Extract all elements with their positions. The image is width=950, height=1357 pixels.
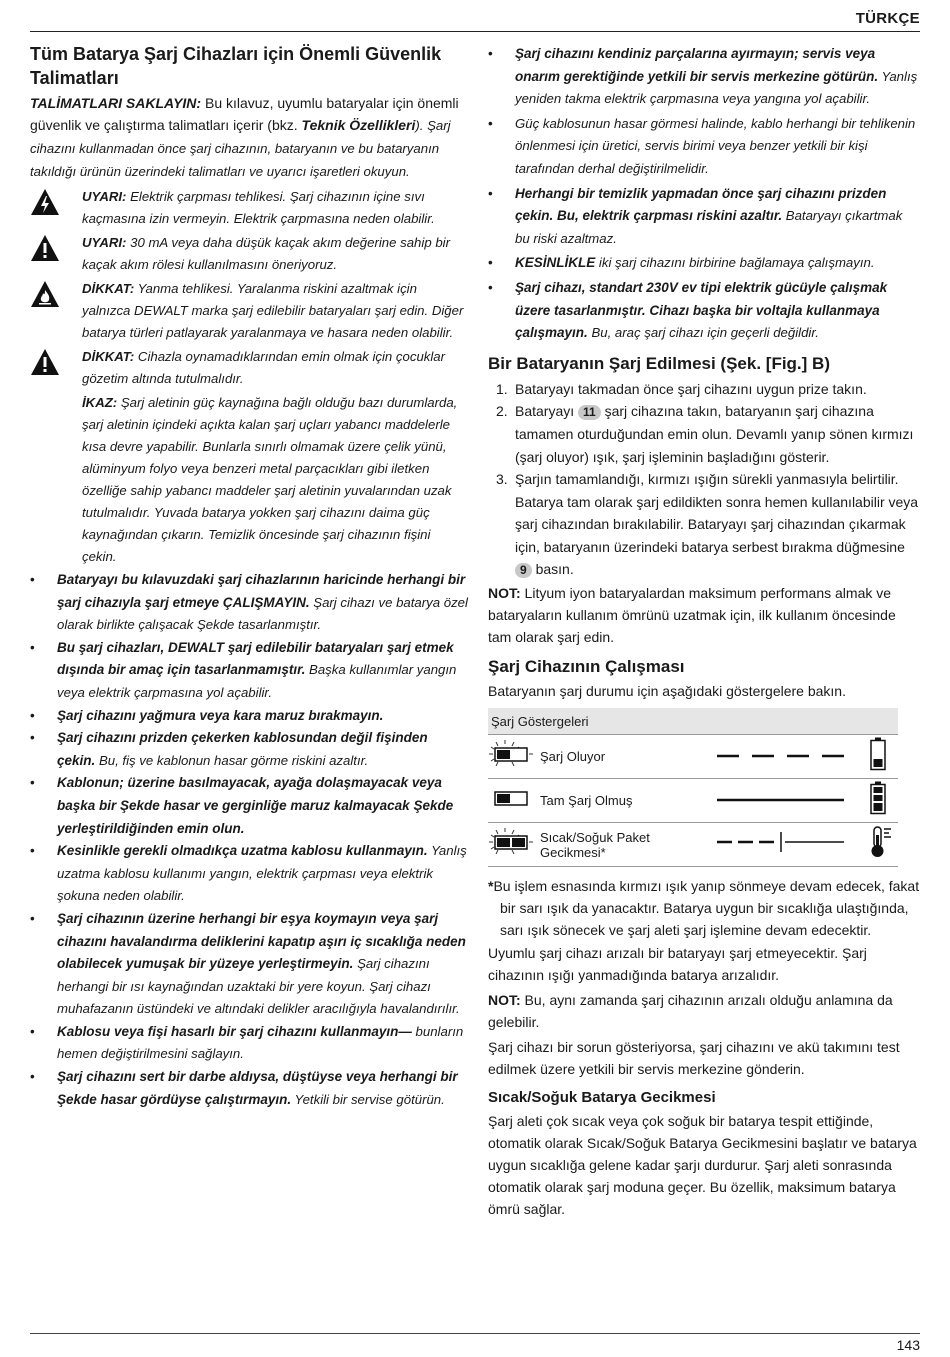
table-header: Şarj Göstergeleri	[488, 708, 898, 735]
table-row	[488, 735, 898, 779]
note-defective: NOT: Bu, aynı zamanda şarj cihazının arızalı olduğu anlamına da gelebilir.	[488, 992, 893, 1031]
list-item: • Kablosu veya fişi hasarlı bir şarj cihazını kullanmayın— bunların hemen değiştirilmesini sağlayın.	[30, 1023, 464, 1062]
warning-children	[30, 346, 468, 390]
list-item: • Şarj cihazını sert bir darbe aldıysa, düştüyse veya herhangi bir Şekde hasar gördüyse çalıştırmayın. Yetkili bir servise götürün.	[30, 1069, 458, 1107]
warning-text: Elektrik çarpması tehlikesi. Şarj cihazının içine sıvı kaçmasına izin vermeyin. Elektrik çarpmasına neden olabilir.	[82, 189, 435, 226]
blink-pattern	[715, 748, 870, 766]
thermometer-icon	[870, 825, 898, 864]
general-warning-icon	[30, 346, 82, 390]
list-item: • Şarj cihazını prizden çekerken kablosundan değil fişinden çekin. Bu, fiş ve kablonun hasar görme riskini azaltır.	[30, 730, 428, 768]
header-divider	[30, 31, 920, 32]
delay-title: Sıcak/Soğuk Batarya Gecikmesi	[488, 1089, 716, 1107]
note-lithium: NOT: Lityum iyon bataryalardan maksimum performans almak ve bataryaların kullanım ömrünü uzatmak için, ilk kullanım öncesinde tam olarak şarj edin.	[488, 585, 896, 646]
charger-led-blinking-icon	[488, 739, 540, 774]
charging-title: Bir Bataryanın Şarj Edilmesi (Şek. [Fig.] B)	[488, 353, 830, 373]
electric-shock-warning-icon	[30, 186, 82, 230]
indicator-label: Tam Şarj Olmuş	[540, 793, 633, 809]
charger-led-delay-icon	[488, 827, 540, 862]
charging-steps	[488, 378, 920, 581]
battery-full-icon	[870, 781, 898, 820]
fire-hazard-icon	[30, 278, 82, 344]
part-number-badge: 9	[515, 563, 532, 578]
list-item: • KESİNLİKLE iki şarj cihazını birbirine bağlamaya çalışmayın.	[488, 255, 875, 271]
list-item: • Bu şarj cihazları, DEWALT şarj edilebilir bataryaları şarj etmek dışında bir amaç için tasarlanmamıştır. Başka kullanımlar yangın veya elektrik çarpmasına yol açabilir.	[30, 639, 457, 700]
warning-text: Yanma tehlikesi. Yaralanma riskini azaltmak için yalnızca DEWALT marka şarj edilebilir bataryaları şarj edin. Diğer batarya türleri patlayarak yaralanmaya ve hasara neden olabilir.	[82, 281, 464, 340]
step-item: 1. Bataryayı takmadan önce şarj cihazını uygun prize takın.	[496, 380, 867, 397]
list-item: • Güç kablosunun hasar görmesi halinde, kablo herhangi bir tehlikenin önlenmesi için üretici, servis birimi veya benzer yetkili bir kişi tarafından derhal değiştirilmelidir.	[488, 115, 916, 176]
indicator-label: Şarj Oluyor	[540, 749, 606, 765]
defective-paragraph: Uyumlu şarj cihazı arızalı bir bataryayı şarj etmeyecektir. Şarj cihazının ışığı yanmadığında batarya arızalıdır.	[488, 945, 867, 984]
page-number: 143	[896, 1337, 920, 1353]
list-item: • Kablonun; üzerine basılmayacak, ayağa dolaşmayacak veya başka bir Şekde hasar ve gerginliğe maruz kalmayacak Şekde yerleştirildiğinden emin olun.	[30, 775, 454, 836]
right-column	[488, 40, 920, 1220]
delay-pattern	[715, 830, 870, 859]
intro-text: Bu kılavuz, uyumlu bataryalar için önemli güvenlik ve çalıştırma talimatları içerir (bkz.	[30, 95, 459, 133]
right-bullet-list	[488, 43, 920, 345]
notice-shortcircuit	[30, 392, 468, 568]
footer-divider	[30, 1333, 920, 1334]
warning-text: Cihazla oynamadıklarından emin olmak için çocuklar gözetim altında tutulmalıdır.	[82, 349, 446, 386]
indicator-label: Sıcak/Soğuk Paket Gecikmesi*	[540, 829, 650, 860]
table-row	[488, 779, 898, 823]
intro-rest: ). Şarj cihazını kullanmadan önce şarj cihazının, bataryanın ve bu bataryanın takıldığı ürünün üzerindeki talimatları ve uyarıcı işaretleri okuyun.	[30, 118, 451, 179]
list-item: • Şarj cihazını yağmura veya kara maruz bırakmayın.	[30, 707, 384, 723]
left-column	[30, 40, 468, 1111]
intro-paragraph	[30, 92, 468, 183]
intro-ref: Teknik Özellikleri	[301, 117, 416, 133]
warning-lead: DİKKAT:	[82, 349, 135, 364]
warning-lead: UYARI:	[82, 235, 127, 250]
warning-text: 30 mA veya daha düşük kaçak akım değerine sahip bir kaçak akım rölesi kullanılmasını öneriyoruz.	[82, 235, 450, 272]
warning-lead: DİKKAT:	[82, 281, 135, 296]
delay-paragraph: Şarj aleti çok sıcak veya çok soğuk bir batarya tespit ettiğinde, otomatik olarak Sıcak/Soğuk Batarya Gecikmesini başlatır ve batarya uygun sıcaklığa gelene kadar şarjı durdurur. Şarj aleti sonrasında otomatik olarak şarj moduna geçer. Bu özellik, maksimum batarya ömrü sağlar.	[488, 1113, 917, 1218]
charger-led-solid-icon	[488, 783, 540, 818]
warning-fire	[30, 278, 468, 344]
charge-indicator-table	[488, 708, 898, 867]
operation-intro: Bataryanın şarj durumu için aşağıdaki göstergelere bakın.	[488, 683, 846, 700]
list-item: • Herhangi bir temizlik yapmadan önce şarj cihazını prizden çekin. Bu, elektrik çarpması riskini azaltır. Bataryayı çıkartmak bu riski azaltmaz.	[488, 185, 903, 246]
list-item: • Kesinlikle gerekli olmadıkça uzatma kablosu kullanmayın. Yanlış uzatma kablosu kullanımı yangın, elektrik çarpması veya elektrik şokuna neden olabilir.	[30, 843, 467, 904]
intro-lead: TALİMATLARI SAKLAYIN:	[30, 95, 202, 111]
list-item: • Şarj cihazını kendiniz parçalarına ayırmayın; servis veya onarım gerektiğinde yetkili bir servis merkezine götürün. Yanlış yeniden takma elektrik çarpmasına veya yangına yol açabilir.	[488, 46, 918, 107]
battery-charging-icon	[870, 737, 898, 776]
notice-lead: İKAZ:	[82, 395, 118, 410]
language-label: TÜRKÇE	[855, 10, 920, 27]
footnote: *Bu işlem esnasında kırmızı ışık yanıp sönmeye devam edecek, fakat bir sarı ışık da yanacaktır. Batarya uygun bir sıcaklığa ulaştığında, sarı ışık sönecek ve şarj aleti şarj işlemine devam edecektir.	[488, 878, 920, 939]
warning-rcd	[30, 232, 468, 276]
step-item: 2. Bataryayı 11 şarj cihazına takın, bataryanın şarj cihazına tamamen oturduğundan emin olun. Devamlı yanıp sönen kırmızı (şarj oluyor) ışık, şarj işleminin başladığını gösterir.	[496, 403, 914, 465]
solid-pattern	[715, 792, 870, 810]
table-row	[488, 823, 898, 867]
warning-lead: UYARI:	[82, 189, 127, 204]
step-item: 3. Şarjın tamamlandığı, kırmızı ışığın sürekli yanmasıyla belirtilir. Batarya tam olarak şarj edildikten sonra hemen kullanılabilir veya şarj cihazından bırakılabilir. Bataryayı şarj cihazından çıkarmak için, bataryanın üzerindeki batarya serbest bırakma düğmesine 9 basın.	[496, 471, 919, 578]
list-item: • Şarj cihazı, standart 230V ev tipi elektrik gücüyle çalışmak üzere tasarlanmıştır. Cihazı başka bir voltajla kullanmaya çalışmayın. Bu, araç şarj cihazı için geçerli değildir.	[488, 279, 888, 341]
general-warning-icon	[30, 232, 82, 276]
list-item: • Bataryayı bu kılavuzdaki şarj cihazlarının haricinde herhangi bir şarj cihazıyla şarj etmeye ÇALIŞMAYIN. Şarj cihazı ve batarya özel olarak birlikte çalışacak Şekde tasarlanmıştır.	[30, 572, 468, 633]
service-paragraph: Şarj cihazı bir sorun gösteriyorsa, şarj cihazını ve akü takımını test edilmek üzere yetkili bir servis merkezine gönderin.	[488, 1039, 900, 1078]
operation-title: Şarj Cihazının Çalışması	[488, 657, 685, 677]
list-item: • Şarj cihazının üzerine herhangi bir eşya koymayın veya şarj cihazını havalandırma deliklerini kapatıp aşırı iç sıcaklığa neden olabilecek yumuşak bir yüzeye yerleştirmeyin. Şarj cihazını herhangi bir ısı kaynağından uzaktaki bir yere koyun. Şarj cihazı muhafazanın üstündeki ve altındaki delikler aracılığıyla havalandırılır.	[30, 910, 466, 1017]
left-bullet-list	[30, 569, 468, 1111]
warning-electric	[30, 186, 468, 230]
notice-text: Şarj aletinin güç kaynağına bağlı olduğu bazı durumlarda, şarj aletinin içindeki açıkta kalan şarj uçları yabancı maddelerle kısa devre yapabilir. Bunlarla sınırlı olmamak üzere çelik yünü, alüminyum folyo veya benzeri metal parçacıkları gibi iletken özelliğe sahip yabancı maddeler şarj aletinin yuvalarından uzak tutulmalıdır. Yuvada batarya yokken şarj cihazını daima güç kaynağından çıkarın. Temizlik öncesinde şarj cihazının fişini çekin.	[82, 395, 458, 564]
part-number-badge: 11	[578, 405, 601, 420]
safety-title: Tüm Batarya Şarj Cihazları için Önemli Güvenlik Talimatları	[30, 44, 442, 88]
